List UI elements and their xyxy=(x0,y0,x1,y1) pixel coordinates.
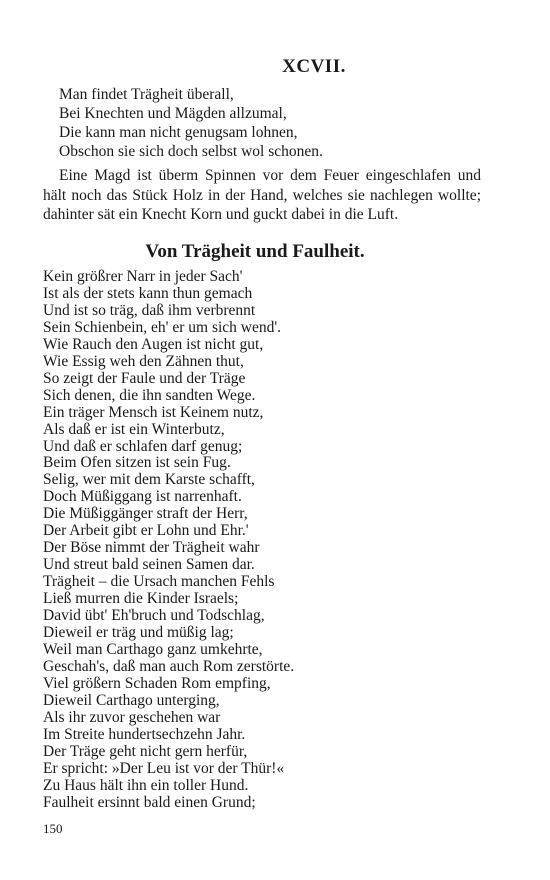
poem-line: Im Streite hundertsechzehn Jahr. xyxy=(43,725,246,743)
poem-line: Kein größrer Narr in jeder Sach' xyxy=(43,268,243,285)
poem-line: Der Arbeit gibt er Lohn und Ehr.' xyxy=(43,522,249,540)
poem-line: Und ist so träg, daß ihm verbrennt xyxy=(43,301,256,319)
poem-line: Ist als der stets kann thun gemach xyxy=(43,284,253,302)
motto-line: Man findet Trägheit überall, xyxy=(59,86,234,103)
motto-verse xyxy=(59,85,323,161)
poem-line: Zu Haus hält ihn ein toller Hund. xyxy=(43,776,249,794)
poem-line: Sich denen, die ihn sandten Wege. xyxy=(43,386,256,404)
poem-line: Der Träge geht nicht gern herfür, xyxy=(43,742,248,760)
poem-line: Als ihr zuvor geschehen war xyxy=(43,708,221,726)
poem-line: So zeigt der Faule und der Träge xyxy=(43,369,246,387)
poem-title: Von Trägheit und Faulheit. xyxy=(145,241,365,262)
poem-line: Viel größern Schaden Rom empfing, xyxy=(43,674,271,692)
poem-line: Als daß er ist ein Winterbutz, xyxy=(43,420,225,438)
poem-body xyxy=(43,269,294,812)
poem-line: Dieweil er träg und müßig lag; xyxy=(43,624,234,642)
poem-line: Wie Rauch den Augen ist nicht gut, xyxy=(43,335,264,353)
section-number: XCVII. xyxy=(282,56,346,77)
image-description: Eine Magd ist überm Spinnen vor dem Feuer eingeschlafen und hält noch das Stück Holz in der Hand, welches sie nachlegen wollte; dahinter sät ein Knecht Korn und guckt dabei in die Luft. xyxy=(43,167,481,223)
motto-line: Obschon sie sich doch selbst wol schonen. xyxy=(59,143,323,160)
poem-line: Faulheit ersinnt bald einen Grund; xyxy=(43,793,256,811)
poem-line: Die Müßiggänger straft der Herr, xyxy=(43,505,248,523)
poem-line: Dieweil Carthago unterging, xyxy=(43,691,220,709)
poem-line: Ein träger Mensch ist Keinem nutz, xyxy=(43,403,264,421)
poem-line: Beim Ofen sitzen ist sein Fug. xyxy=(43,454,231,472)
poem-line: Trägheit – die Ursach manchen Fehls xyxy=(43,573,275,591)
motto-line: Die kann man nicht genugsam lohnen, xyxy=(59,124,298,141)
page-number: 150 xyxy=(43,821,63,836)
poem-line: Selig, wer mit dem Karste schafft, xyxy=(43,471,255,489)
motto-line: Bei Knechten und Mägden allzumal, xyxy=(59,105,287,122)
poem-line: Der Böse nimmt der Trägheit wahr xyxy=(43,539,260,557)
poem-line: Doch Müßiggang ist narrenhaft. xyxy=(43,488,242,506)
poem-line: Weil man Carthago ganz umkehrte, xyxy=(43,640,263,658)
poem-line: David übt' Eh'bruch und Todschlag, xyxy=(43,607,265,625)
poem-line: Und daß er schlafen darf genug; xyxy=(43,437,243,455)
poem-line: Sein Schienbein, eh' er um sich wend'. xyxy=(43,318,282,336)
poem-line: Und streut bald seinen Samen dar. xyxy=(43,556,255,574)
poem-line: Ließ murren die Kinder Israels; xyxy=(43,590,239,608)
poem-line: Wie Essig weh den Zähnen thut, xyxy=(43,352,244,370)
poem-line: Geschah's, daß man auch Rom zerstörte. xyxy=(43,657,295,675)
poem-line: Er spricht: »Der Leu ist vor der Thür!« xyxy=(43,759,285,777)
